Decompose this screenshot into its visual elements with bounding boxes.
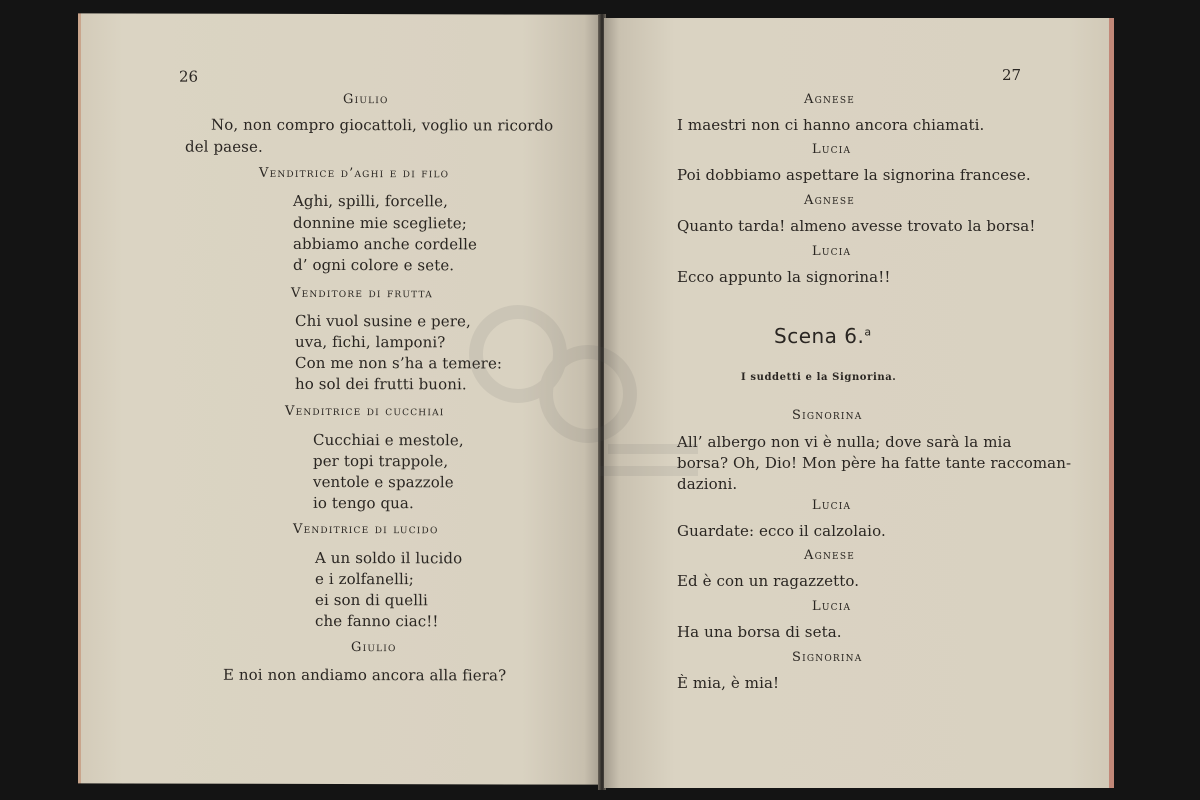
verse-line: Chi vuol susine e pere, bbox=[295, 311, 471, 331]
text-line: Ecco appunto la signorina!! bbox=[677, 268, 891, 286]
verse-line: d’ ogni colore e sete. bbox=[293, 255, 455, 275]
text-line: Quanto tarda! almeno avesse trovato la borsa! bbox=[677, 217, 1036, 235]
text-line: dazioni. bbox=[677, 475, 738, 493]
text-line: È mia, è mia! bbox=[677, 674, 780, 692]
verse-line: che fanno ciac!! bbox=[315, 611, 439, 631]
scene-heading-text: Scena 6. bbox=[774, 324, 865, 348]
speaker-label: Venditrice di cucchiai bbox=[285, 403, 445, 420]
verse-line: abbiamo anche cordelle bbox=[293, 234, 477, 254]
verse-line: ho sol dei frutti buoni. bbox=[295, 374, 467, 394]
verse-line: A un soldo il lucido bbox=[315, 548, 463, 568]
speaker-label: Lucia bbox=[812, 498, 852, 513]
verse-line: per topi trappole, bbox=[313, 451, 449, 471]
open-book bbox=[78, 14, 1120, 790]
speaker-label: Venditore di frutta bbox=[291, 285, 433, 302]
verse-line: uva, fichi, lamponi? bbox=[295, 332, 446, 352]
left-page bbox=[78, 13, 600, 784]
text-line: Ed è con un ragazzetto. bbox=[677, 572, 860, 590]
verse-line: donnine mie scegliete; bbox=[293, 213, 467, 233]
speaker-label: Venditrice d’aghi e di filo bbox=[259, 165, 450, 182]
text-line: All’ albergo non vi è nulla; dove sarà la mia bbox=[677, 433, 1012, 451]
text-line: borsa? Oh, Dio! Mon père ha fatte tante raccoman- bbox=[677, 454, 1072, 472]
text-line: Poi dobbiamo aspettare la signorina francese. bbox=[677, 166, 1031, 184]
verse-line: Cucchiai e mestole, bbox=[313, 430, 464, 450]
text-line: del paese. bbox=[185, 137, 263, 156]
speaker-label: Lucia bbox=[812, 599, 852, 614]
stage-direction: I suddetti e la Signorina. bbox=[741, 372, 897, 383]
speaker-label: Lucia bbox=[812, 244, 852, 259]
verse-line: io tengo qua. bbox=[313, 493, 414, 513]
page-number-left: 26 bbox=[179, 67, 199, 86]
verse-line: Aghi, spilli, forcelle, bbox=[293, 191, 449, 211]
scene-heading-superscript: a bbox=[864, 325, 872, 339]
speaker-label: Agnese bbox=[804, 193, 855, 208]
text-line: Ha una borsa di seta. bbox=[677, 623, 842, 641]
speaker-label: Lucia bbox=[812, 142, 852, 157]
verse-line: ventole e spazzole bbox=[313, 472, 454, 492]
speaker-label: Signorina bbox=[792, 650, 863, 665]
text-line: I maestri non ci hanno ancora chiamati. bbox=[677, 116, 985, 134]
text-line: E noi non andiamo ancora alla fiera? bbox=[223, 665, 507, 685]
text-line: Guardate: ecco il calzolaio. bbox=[677, 522, 886, 540]
speaker-label: Giulio bbox=[343, 92, 389, 108]
speaker-label: Agnese bbox=[804, 92, 855, 107]
verse-line: ei son di quelli bbox=[315, 590, 428, 610]
right-page bbox=[604, 18, 1114, 788]
speaker-label: Giulio bbox=[351, 640, 397, 656]
speaker-label: Signorina bbox=[792, 408, 863, 423]
page-number-right: 27 bbox=[1002, 66, 1022, 84]
scene-heading bbox=[774, 324, 872, 348]
verse-line: e i zolfanelli; bbox=[315, 569, 414, 589]
speaker-label: Venditrice di lucido bbox=[293, 521, 439, 538]
speaker-label: Agnese bbox=[804, 548, 855, 563]
verse-line: Con me non s’ha a temere: bbox=[295, 353, 503, 373]
text-line: No, non compro giocattoli, voglio un ricordo bbox=[211, 115, 554, 135]
